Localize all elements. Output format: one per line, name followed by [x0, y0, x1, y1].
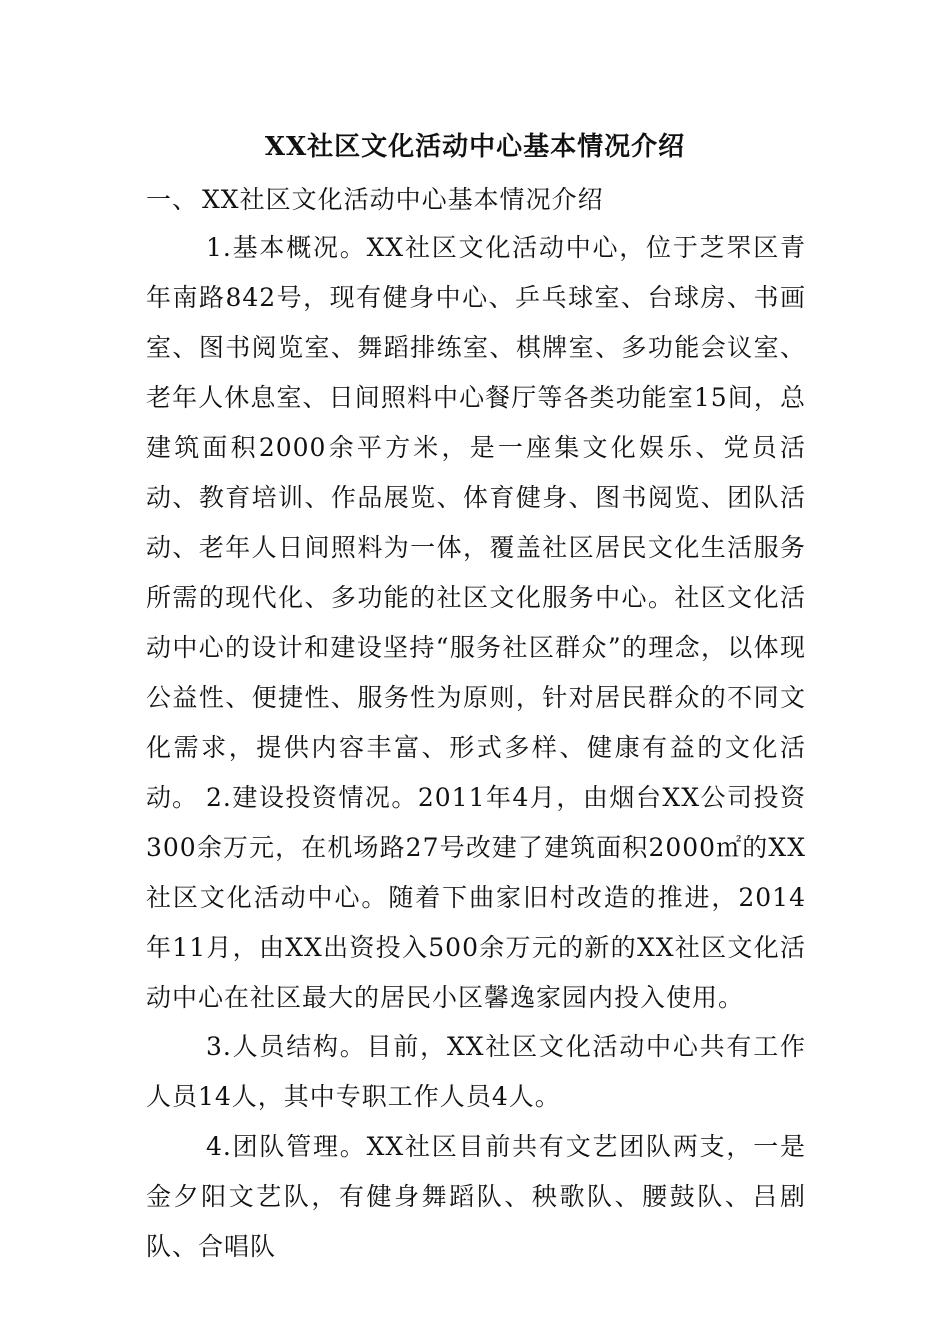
paragraph-staff: 3.人员结构。目前，XX社区文化活动中心共有工作人员14人，其中专职工作人员4人。 — [146, 1032, 806, 1111]
paragraph-team-management: 4.团队管理。XX社区目前共有文艺团队两支，一是金夕阳文艺队，有健身舞蹈队、秧歌队、腰鼓队、吕剧队、合唱队 — [146, 1132, 806, 1261]
paragraph-investment: 2.建设投资情况。2011年4月，由烟台XX公司投资300余万元，在机场路27号改建了建筑面积2000㎡的XX社区文化活动中心。随着下曲家旧村改造的推进，2014年11月，由XX出资投入500余万元的新的XX社区文化活动中心在社区最大的居民小区馨逸家园内投入使用。 — [146, 783, 806, 1012]
paragraph-basic-overview: 1.基本概况。XX社区文化活动中心，位于芝罘区青年南路842号，现有健身中心、乒乓球室、台球房、书画室、图书阅览室、舞蹈排练室、棋牌室、多功能会议室、老年人休息室、日间照料中心餐厅等各类功能室15间，总建筑面积2000余平方米，是一座集文化娱乐、党员活动、教育培训、作品展览、体育健身、图书阅览、团队活动、老年人日间照料为一体，覆盖社区居民文化生活服务所需的现代化、多功能的社区文化服务中心。社区文化活动中心的设计和建设坚持“服务社区群众”的理念，以体现公益性、便捷性、服务性为原则，针对居民群众的不同文化需求，提供内容丰富、形式多样、健康有益的文化活动。 — [146, 233, 806, 812]
document-title: XX社区文化活动中心基本情况介绍 — [264, 132, 686, 162]
section-number: 一、 — [146, 185, 199, 214]
section-heading — [146, 182, 604, 218]
section-heading-text: XX社区文化活动中心基本情况介绍 — [202, 185, 604, 214]
